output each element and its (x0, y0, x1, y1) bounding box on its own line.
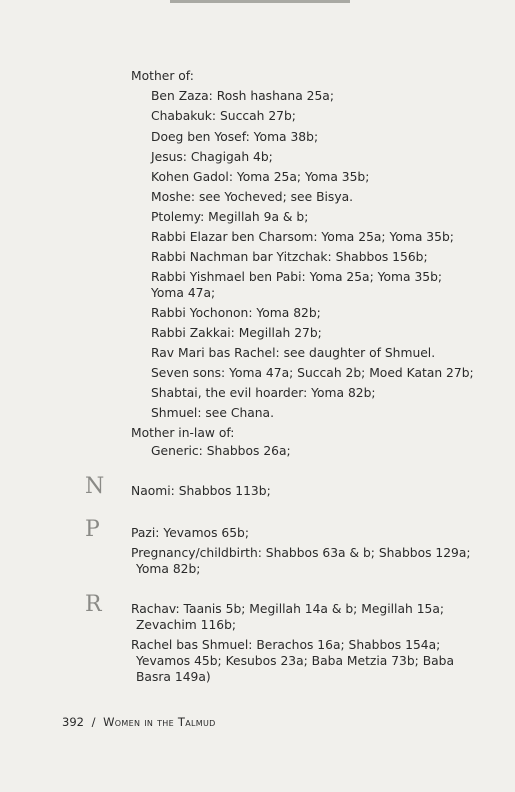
index-entry: Rachel bas Shmuel: Berachos 16a; Shabbos 154a; (131, 638, 441, 652)
sub-entry: Ptolemy: Megillah 9a & b; (151, 210, 309, 224)
index-entry: Pazi: Yevamos 65b; (131, 526, 249, 540)
sub-entry: Shabtai, the evil hoarder: Yoma 82b; (151, 386, 376, 400)
sub-entry: Rav Mari bas Rachel: see daughter of Shmuel. (151, 346, 436, 360)
entry-heading-mother-of: Mother of: (131, 69, 194, 83)
sub-entry: Rabbi Yishmael ben Pabi: Yoma 25a; Yoma 35b; (151, 270, 443, 284)
sub-entry: Rabbi Zakkai: Megillah 27b; (151, 326, 322, 340)
index-entry-continuation: Yevamos 45b; Kesubos 23a; Baba Metzia 73b; Baba (136, 654, 455, 668)
sub-entry: Rabbi Nachman bar Yitzchak: Shabbos 156b; (151, 250, 428, 264)
sub-entry: Seven sons: Yoma 47a; Succah 2b; Moed Katan 27b; (151, 366, 474, 380)
entry-heading-mother-in-law-of: Mother in-law of: (131, 426, 235, 440)
sub-entry: Rabbi Elazar ben Charsom: Yoma 25a; Yoma 35b; (151, 230, 454, 244)
index-entry: Naomi: Shabbos 113b; (131, 484, 271, 498)
sub-entry: Shmuel: see Chana. (151, 406, 275, 420)
top-edge-mark (170, 0, 350, 3)
footer-separator: / (91, 715, 96, 729)
index-entry: Rachav: Taanis 5b; Megillah 14a & b; Megillah 15a; (131, 602, 445, 616)
index-entry-continuation: Basra 149a) (136, 670, 211, 684)
running-title: Women in the Talmud (103, 715, 216, 729)
index-entry-continuation: Zevachim 116b; (136, 618, 237, 632)
sub-entry: Jesus: Chagigah 4b; (151, 150, 273, 164)
index-entry: Pregnancy/childbirth: Shabbos 63a & b; Shabbos 129a; (131, 546, 471, 560)
section-letter-p: P (85, 517, 100, 542)
sub-entry: Doeg ben Yosef: Yoma 38b; (151, 130, 319, 144)
page-number: 392 (62, 715, 84, 729)
sub-entry: Kohen Gadol: Yoma 25a; Yoma 35b; (151, 170, 370, 184)
sub-entry: Rabbi Yochonon: Yoma 82b; (151, 306, 321, 320)
sub-entry: Generic: Shabbos 26a; (151, 444, 291, 458)
sub-entry: Ben Zaza: Rosh hashana 25a; (151, 89, 334, 103)
sub-entry-continuation: Yoma 47a; (151, 286, 216, 300)
sub-entry: Chabakuk: Succah 27b; (151, 109, 296, 123)
sub-entry: Moshe: see Yocheved; see Bisya. (151, 190, 354, 204)
section-letter-n: N (85, 474, 105, 499)
section-letter-r: R (85, 592, 102, 617)
index-entry-continuation: Yoma 82b; (136, 562, 201, 576)
page-footer (62, 714, 216, 730)
